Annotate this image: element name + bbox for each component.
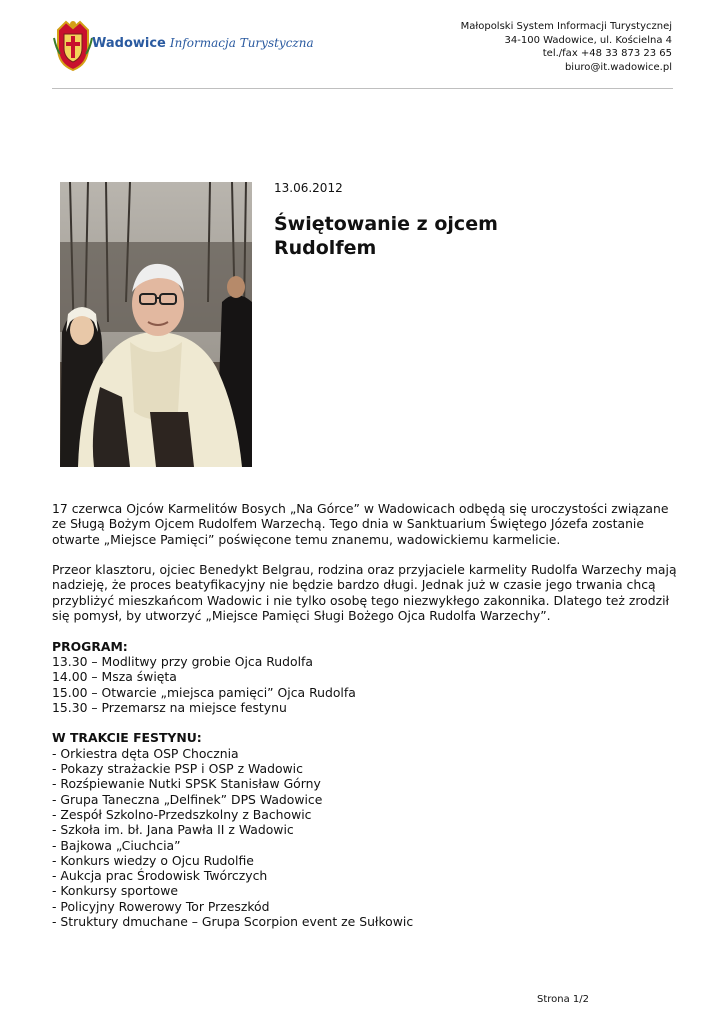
festival-item: - Konkursy sportowe <box>52 883 179 899</box>
festival-list <box>52 746 677 930</box>
festival-item: - Policyjny Rowerowy Tor Przeszkód <box>52 898 270 914</box>
program-item: 14.00 – Msza święta <box>52 669 177 685</box>
contact-phone: tel./fax +48 33 873 23 65 <box>542 48 672 60</box>
contact-address: 34-100 Wadowice, ul. Kościelna 4 <box>504 34 672 46</box>
festival-item: - Szkoła im. bł. Jana Pawła II z Wadowic <box>52 822 294 838</box>
article-photo <box>60 182 252 467</box>
header-divider <box>52 88 673 89</box>
festival-item: - Rozśpiewanie Nutki SPSK Stanisław Górny <box>52 776 321 792</box>
program-item: 15.00 – Otwarcie „miejsca pamięci” Ojca Rudolfa <box>52 684 356 700</box>
contact-email[interactable]: biuro@it.wadowice.pl <box>564 61 672 73</box>
coat-of-arms-icon <box>52 18 94 72</box>
logo-tagline: Informacja Turystyczna <box>169 36 314 50</box>
program-item: 13.30 – Modlitwy przy grobie Ojca Rudolfa <box>52 653 313 669</box>
contact-block <box>461 20 672 74</box>
festival-item: - Zespół Szkolno-Przedszkolny z Bachowic <box>52 806 312 822</box>
festival-item: - Aukcja prac Środowisk Twórczych <box>52 868 268 884</box>
logo[interactable] <box>52 18 314 74</box>
festival-item: - Struktury dmuchane – Grupa Scorpion event ze Sułkowic <box>52 914 414 930</box>
festival-item: - Bajkowa „Ciuchcia” <box>52 837 181 853</box>
festival-item: - Pokazy strażackie PSP i OSP z Wadowic <box>52 761 303 777</box>
festival-item: - Grupa Taneczna „Delfinek” DPS Wadowice <box>52 791 323 807</box>
festival-heading: W TRAKCIE FESTYNU: <box>52 730 202 746</box>
paragraph-details: Przeor klasztoru, ojciec Benedykt Belgrau, rodzina oraz przyjaciele karmelity Rudolfa Warzechy mają nadzieję, że proces beatyfikacyjny nie będzie bardzo długi. Jednak już w czasie jego trwania chcą przybliżyć mieszkańcom Wadowic i nie tylko osobę tego niezwykłego zakonnika. Dlatego też zrodził się pomysł, by utworzyć „Miejsce Pamięci Sługi Bożego Ojca Rudolfa Warzechy”. <box>52 562 677 624</box>
article-title: Świętowanie z ojcem Rudolfem <box>274 213 498 259</box>
article-body <box>52 501 677 929</box>
program-list <box>52 654 677 715</box>
program-item: 15.30 – Przemarsz na miejsce festynu <box>52 699 287 715</box>
program-heading: PROGRAM: <box>52 638 128 654</box>
contact-organization: Małopolski System Informacji Turystycznej <box>460 21 672 32</box>
logo-brand: Wadowice <box>92 36 166 51</box>
page-number: Strona 1/2 <box>537 994 590 1005</box>
article-date: 13.06.2012 <box>274 181 343 195</box>
festival-item: - Orkiestra dęta OSP Chocznia <box>52 745 239 761</box>
paragraph-intro: 17 czerwca Ojców Karmelitów Bosych „Na Górce” w Wadowicach odbędą się uroczystości związane ze Sługą Bożym Ojcem Rudolfem Warzechą. Tego dnia w Sanktuarium Świętego Józefa zostanie otwarte „Miejsce Pamięci” poświęcone temu znanemu, wadowickiemu karmelicie. <box>52 501 669 547</box>
festival-item: - Konkurs wiedzy o Ojcu Rudolfie <box>52 852 254 868</box>
